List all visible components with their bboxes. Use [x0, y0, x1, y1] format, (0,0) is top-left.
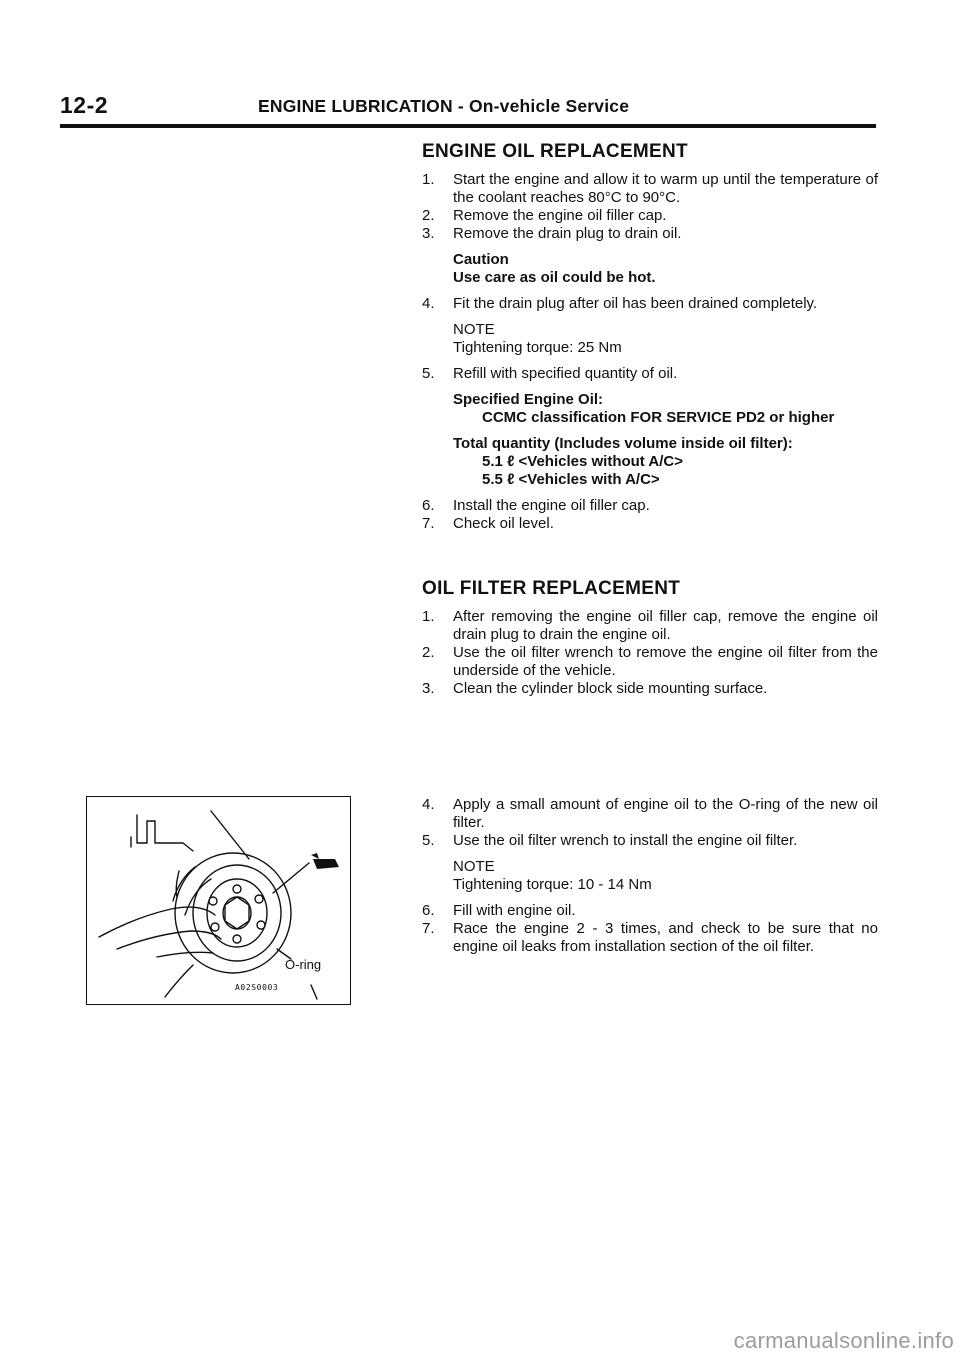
- list-item: 7. Check oil level.: [422, 515, 554, 532]
- list-item: 6. Fill with engine oil.: [422, 902, 576, 919]
- figure-code: A02S0003: [235, 983, 279, 992]
- note-text: Tightening torque: 25 Nm: [453, 339, 622, 356]
- page-title: ENGINE LUBRICATION - On-vehicle Service: [258, 96, 630, 116]
- caution-heading: Caution: [453, 251, 509, 268]
- list-item: 6. Install the engine oil filler cap.: [422, 497, 650, 514]
- oil-replacement-section: [422, 143, 878, 533]
- list-item: 4. Apply a small amount of engine oil to the O-ring of the new oil filter.: [422, 796, 878, 831]
- spec-oil-heading: Specified Engine Oil:: [453, 391, 604, 408]
- total-quantity-block: [422, 435, 878, 489]
- caution-text: Use care as oil could be hot.: [453, 269, 656, 286]
- note-heading: NOTE: [453, 321, 495, 338]
- total-quantity-heading: Total quantity (Includes volume inside oil filter):: [453, 435, 793, 452]
- spec-oil-block: [422, 391, 878, 427]
- list-item: 7. Race the engine 2 - 3 times, and check to be sure that no engine oil leaks from installation section of the oil filter.: [422, 920, 878, 955]
- note-block: [422, 321, 878, 357]
- list-item: 3. Remove the drain plug to drain oil.: [422, 225, 682, 242]
- filter-replacement-section: [422, 580, 878, 698]
- section-title: OIL FILTER REPLACEMENT: [422, 578, 681, 599]
- figure-label: O-ring: [285, 957, 322, 972]
- quantity-without-ac: 5.1 ℓ <Vehicles without A/C>: [482, 453, 684, 470]
- list-item: 5. Use the oil filter wrench to install the engine oil filter.: [422, 832, 798, 849]
- list-item: 5. Refill with specified quantity of oil.: [422, 365, 678, 382]
- quantity-with-ac: 5.5 ℓ <Vehicles with A/C>: [482, 471, 660, 488]
- note-block: [422, 858, 878, 894]
- list-item: 1. Start the engine and allow it to warm up until the temperature of the coolant reaches 80°C to 90°C.: [422, 171, 878, 206]
- list-item: 3. Clean the cylinder block side mounting surface.: [422, 680, 768, 697]
- page-number: 12-2: [60, 92, 109, 118]
- caution-block: [422, 251, 878, 287]
- list-item: 2. Remove the engine oil filler cap.: [422, 207, 667, 224]
- oil-filter-figure: [86, 796, 351, 1005]
- filter-replacement-continued: [422, 796, 878, 956]
- list-item: 4. Fit the drain plug after oil has been drained completely.: [422, 295, 818, 312]
- oil-filter-illustration: [87, 797, 349, 1003]
- note-text: Tightening torque: 10 - 14 Nm: [453, 876, 652, 893]
- page-header: [60, 92, 876, 128]
- spec-oil-value: CCMC classification FOR SERVICE PD2 or higher: [482, 409, 835, 426]
- list-item: 1. After removing the engine oil filler cap, remove the engine oil drain plug to drain the engine oil.: [422, 608, 878, 643]
- list-item: 2. Use the oil filter wrench to remove the engine oil filter from the underside of the vehicle.: [422, 644, 878, 679]
- section-title: ENGINE OIL REPLACEMENT: [422, 141, 688, 162]
- note-heading: NOTE: [453, 858, 495, 875]
- oil-can-icon: [311, 853, 339, 869]
- watermark: carmanualsonline.info: [733, 1328, 954, 1353]
